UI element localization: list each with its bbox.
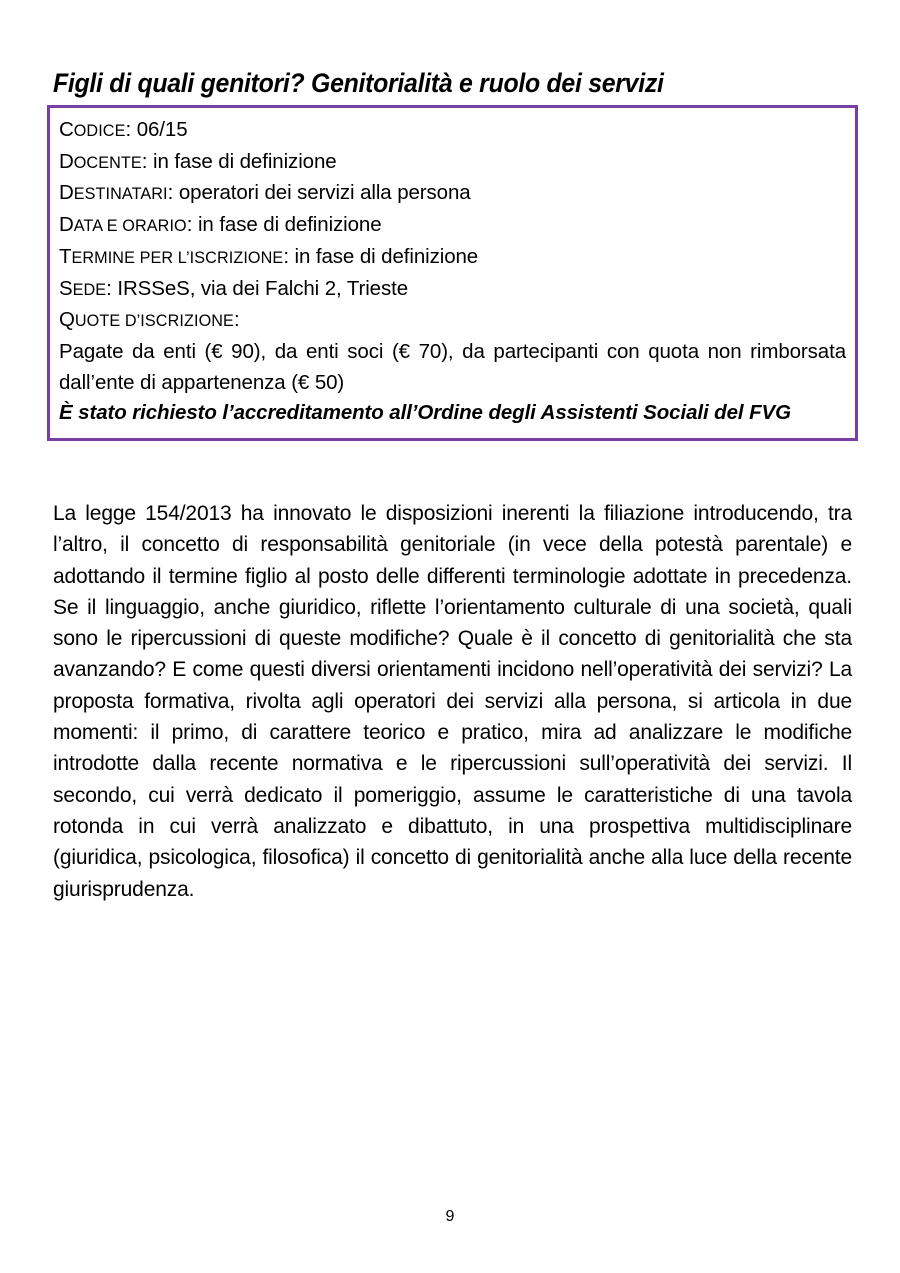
info-row-destinatari xyxy=(59,178,846,210)
info-label-sede xyxy=(59,277,117,300)
info-label-initial: D xyxy=(59,181,74,205)
info-row-termine-iscrizione xyxy=(59,242,846,274)
info-label-initial: C xyxy=(59,118,74,141)
info-value-docente: in fase di definizione xyxy=(152,149,337,173)
info-label-termine-iscrizione xyxy=(59,245,295,268)
info-label-destinatari xyxy=(59,181,179,204)
info-row-sede xyxy=(59,274,846,306)
info-row-data-e-orario xyxy=(59,210,846,242)
info-label-initial: D xyxy=(59,149,74,173)
course-info-box xyxy=(47,105,858,441)
info-label-rest: ATA E ORARIO xyxy=(73,217,187,236)
info-label-rest: UOTE D’ISCRIZIONE xyxy=(74,312,234,331)
info-label-rest: OCENTE xyxy=(73,153,142,172)
info-label-data-e-orario xyxy=(59,213,198,236)
page-title: Figli di quali genitori? Genitorialità e ruolo dei servizi xyxy=(53,68,664,99)
body-paragraph: La legge 154/2013 ha innovato le disposizioni inerenti la filiazione introducendo, tra l’altro, il concetto di responsabilità genitoriale (in vece della potestà parentale) e adottando il termine figlio al posto delle differenti terminologie adottate in precedenza. Se il linguaggio, anche giuridico, riflette l’orientamento culturale di una società, quali sono le ripercussioni di queste modifiche? Quale è il concetto di genitorialità che sta avanzando? E come questi diversi orientamenti incidono nell’operatività dei servizi? La proposta formativa, rivolta agli operatori dei servizi alla persona, si articola in due momenti: il primo, di carattere teorico e pratico, mira ad analizzare le modifiche introdotte dalla recente normativa e le ripercussioni sull’operatività dei servizi. Il secondo, cui verrà dedicato il pomeriggio, assume le caratteristiche di una tavola rotonda in cui verrà analizzato e dibattuto, in una prospettiva multidisciplinare (giuridica, psicologica, filosofica) il concetto di genitorialità anche alla luce della recente giurisprudenza. xyxy=(53,502,852,901)
info-label-initial: S xyxy=(59,276,73,300)
accreditation-note: È stato richiesto l’accreditamento all’Ordine degli Assistenti Sociali del FVG xyxy=(59,401,791,425)
info-label-quote-iscrizione xyxy=(59,308,240,331)
info-label-rest: EDE xyxy=(72,280,107,299)
info-value-termine-iscrizione: in fase di definizione xyxy=(294,244,479,268)
info-row-codice xyxy=(59,115,846,147)
info-label-rest: ESTINATARI xyxy=(73,185,168,204)
info-label-rest: ODICE xyxy=(73,122,126,140)
page-number: 9 xyxy=(445,1208,455,1225)
info-row-docente xyxy=(59,147,846,179)
info-label-separator: : xyxy=(233,308,240,332)
info-label-codice xyxy=(59,118,137,141)
info-label-separator: : xyxy=(283,244,295,268)
info-label-separator: : xyxy=(167,181,179,205)
info-label-initial: D xyxy=(59,213,74,237)
info-value-sede: IRSSeS, via dei Falchi 2, Trieste xyxy=(117,276,409,300)
info-value-destinatari: operatori dei servizi alla persona xyxy=(178,181,471,205)
info-label-rest: ERMINE PER L’ISCRIZIONE xyxy=(71,248,284,267)
info-label-initial: Q xyxy=(59,308,75,332)
info-row-quote-iscrizione xyxy=(59,305,846,337)
info-label-separator: : xyxy=(141,149,153,173)
info-label-separator: : xyxy=(186,213,198,237)
info-value-codice: 06/15 xyxy=(136,118,188,141)
info-label-separator: : xyxy=(125,118,137,141)
info-label-initial: T xyxy=(59,244,72,268)
info-value-data-e-orario: in fase di definizione xyxy=(197,213,382,237)
info-label-separator: : xyxy=(106,276,118,300)
fees-text: Pagate da enti (€ 90), da enti soci (€ 70), da partecipanti con quota non rimborsata dall’ente di appartenenza (€ 50) xyxy=(59,339,846,394)
info-label-docente xyxy=(59,150,153,173)
